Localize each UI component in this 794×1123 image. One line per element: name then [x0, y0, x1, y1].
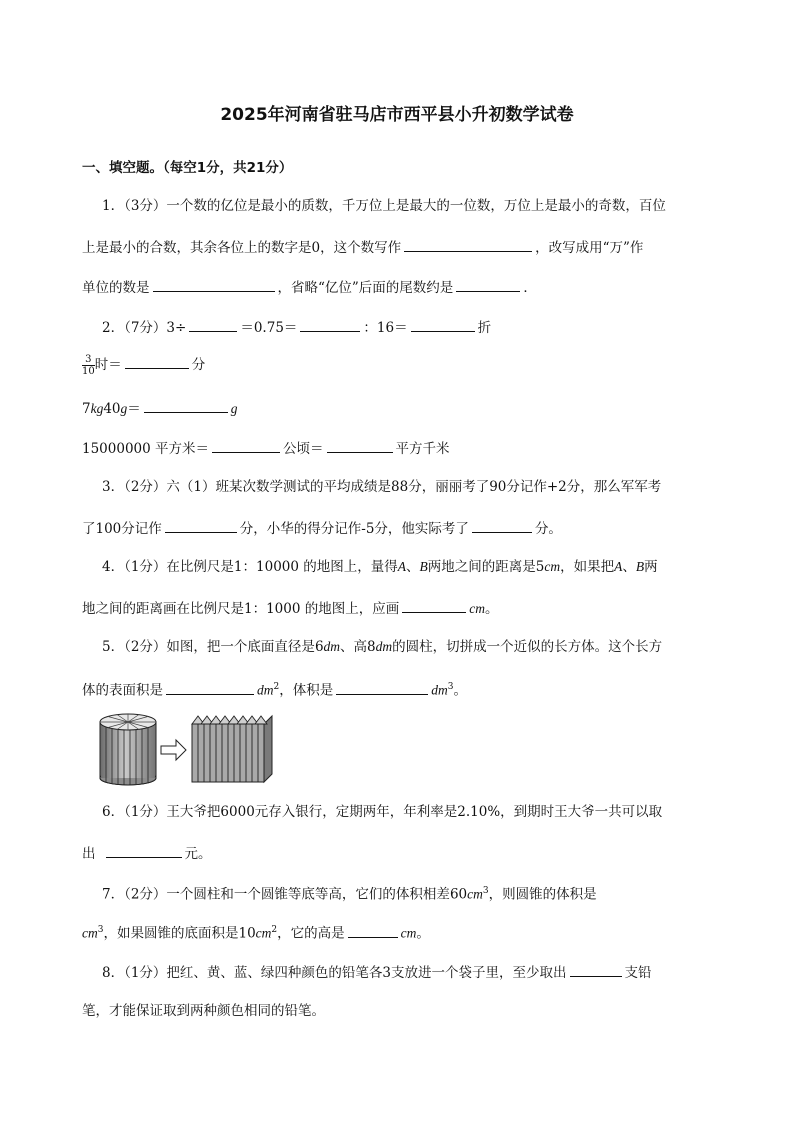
q7-text: ，如果圆锥的底面积是 — [103, 925, 239, 942]
q5-text: 5．（2分）如图，把一个底面直径是 — [102, 639, 315, 655]
q3-text: 了100分记作 — [82, 521, 162, 537]
unit: cm — [82, 925, 98, 941]
answer-blank[interactable] — [166, 680, 254, 695]
unit: g — [230, 401, 238, 416]
answer-blank[interactable] — [402, 598, 466, 613]
q4-text: 、 — [406, 559, 420, 575]
unit: dm — [323, 639, 341, 654]
unit: dm — [431, 682, 448, 698]
q8-text: 8．（1分）把红、黄、蓝、绿四种颜色的铅笔各3支放进一个袋子里，至少取出 — [102, 965, 567, 981]
q4-text: 两 — [644, 559, 658, 575]
q7-text: 60 — [449, 886, 468, 903]
q4-text: ，如果把 — [560, 559, 615, 575]
q2-text: 7 — [82, 401, 91, 417]
point-label: A — [614, 559, 623, 574]
fraction-numerator: 3 — [82, 354, 95, 366]
q1-line3 — [82, 277, 537, 297]
q4-text: 4．（1分）在比例尺是1：10000 的地图上，量得 — [102, 559, 398, 575]
q4-line2 — [82, 598, 499, 618]
answer-blank[interactable] — [404, 237, 532, 252]
answer-blank[interactable] — [336, 680, 428, 695]
q8-text: 支铅 — [624, 965, 652, 981]
page-title: 2025年河南省驻马店市西平县小升初数学试卷 — [220, 105, 574, 125]
q5-text: 6 — [314, 639, 324, 655]
section-heading: 一、填空题。（每空1分，共21分） — [82, 160, 293, 176]
q2-line1 — [102, 317, 491, 337]
arrow-right-icon — [161, 740, 186, 760]
superscript: 3 — [482, 886, 489, 896]
q4-text: 。 — [485, 601, 499, 617]
answer-blank[interactable] — [153, 277, 275, 292]
q2-text: 时＝ — [94, 357, 122, 373]
q1-text: 上是最小的合数，其余各位上的数字是0，这个数写作 — [82, 240, 402, 256]
q2-text: 平方千米 — [395, 441, 450, 457]
q5-text: 。 — [453, 682, 467, 699]
q3-text: 分。 — [534, 521, 562, 537]
answer-blank[interactable] — [472, 518, 532, 533]
q4-text: 地之间的距离画在比例尺是1：1000 的地图上，应画 — [82, 601, 400, 617]
answer-blank[interactable] — [165, 518, 237, 533]
unit: kg — [90, 401, 104, 416]
q6-line2 — [82, 843, 212, 863]
unit: cm — [400, 925, 417, 941]
q3-line1: 3．（2分）六（1）班某次数学测试的平均成绩是88分，丽丽考了90分记作+2分，那么军军考 — [102, 479, 662, 495]
unit: dm — [375, 639, 393, 654]
cylinder — [100, 714, 156, 785]
q8-line1 — [102, 962, 652, 982]
q2-text: ：16＝ — [363, 320, 408, 336]
fraction-denominator: 10 — [82, 366, 95, 377]
answer-blank[interactable] — [106, 843, 182, 858]
cylinder-to-cuboid-figure — [98, 708, 278, 786]
unit: g — [120, 401, 128, 416]
unit: cm — [469, 601, 485, 616]
q5-text: ，体积是 — [279, 682, 334, 699]
q6-line1: 6．（1分）王大爷把6000元存入银行，定期两年，年利率是2.10%，到期时王大爷一共可以取 — [102, 804, 663, 820]
superscript: 2 — [273, 682, 280, 692]
q5-text: 、高 — [340, 639, 368, 655]
answer-blank[interactable] — [144, 398, 228, 413]
q4-line1 — [102, 558, 658, 576]
q5-text: 的圆柱，切拼成一个近似的长方体。这个长方 — [392, 639, 663, 655]
q2-text: 折 — [477, 320, 492, 336]
q5-text: 8 — [367, 639, 376, 655]
answer-blank[interactable] — [327, 438, 393, 453]
superscript: 3 — [97, 925, 104, 935]
q7-text: ，它的高是 — [277, 925, 345, 942]
answer-blank[interactable] — [411, 317, 475, 332]
q2-text: 40 — [103, 401, 121, 417]
q4-text: 两地之间的距离是 — [427, 559, 536, 575]
q2-text: 公顷＝ — [283, 441, 324, 457]
q7-text: 10 — [238, 925, 256, 942]
q1-text: ． — [523, 280, 537, 296]
answer-blank[interactable] — [456, 277, 520, 292]
point-label: B — [419, 559, 428, 574]
unit: cm — [544, 559, 561, 574]
q5-line2 — [82, 678, 467, 700]
q2-line3 — [82, 398, 238, 418]
unit: cm — [467, 886, 483, 902]
q4-text: 、 — [622, 559, 636, 575]
q7-line1 — [102, 882, 597, 904]
answer-blank[interactable] — [189, 317, 237, 332]
unit: dm — [257, 682, 274, 698]
q6-text: 元。 — [184, 846, 212, 862]
q1-text: 单位的数是 — [82, 280, 150, 296]
q7-line2 — [82, 921, 430, 943]
answer-blank[interactable] — [570, 962, 622, 977]
q2-text: ＝0.75＝ — [240, 320, 298, 336]
superscript: 3 — [447, 682, 454, 692]
q1-text: ，省略“亿位”后面的尾数约是 — [277, 280, 454, 296]
q5-text: 体的表面积是 — [82, 682, 163, 699]
q2-text: 2．（7分）3÷ — [102, 320, 187, 336]
answer-blank[interactable] — [348, 923, 398, 938]
q6-text: 出 — [82, 846, 96, 862]
q1-line2 — [82, 237, 643, 257]
q5-line1 — [102, 638, 662, 656]
q2-text: 分 — [191, 357, 206, 373]
q8-line2: 笔，才能保证取到两种颜色相同的铅笔。 — [82, 1003, 325, 1019]
unit: cm — [255, 925, 272, 941]
q7-text: 。 — [416, 925, 430, 942]
q2-text: 15000000 平方米＝ — [82, 441, 210, 457]
answer-blank[interactable] — [300, 317, 360, 332]
q4-text: 5 — [535, 559, 545, 575]
superscript: 2 — [271, 925, 278, 935]
q2-line4 — [82, 438, 450, 458]
q7-text: ，则圆锥的体积是 — [488, 886, 597, 903]
q3-line2 — [82, 518, 562, 538]
point-label: A — [397, 559, 407, 574]
q2-text: ＝ — [127, 401, 141, 417]
q1-text: ，改写成用“万”作 — [535, 240, 644, 256]
q7-text: 7．（2分）一个圆柱和一个圆锥等底等高，它们的体积相差 — [102, 886, 450, 903]
answer-blank[interactable] — [125, 354, 189, 369]
cuboid — [192, 716, 272, 782]
fraction — [82, 354, 95, 377]
q1-line1: 1．（3分）一个数的亿位是最小的质数，千万位上是最大的一位数，万位上是最小的奇数，百位 — [102, 198, 666, 214]
q3-text: 分，小华的得分记作-5分，他实际考了 — [239, 521, 469, 537]
point-label: B — [635, 559, 645, 574]
answer-blank[interactable] — [212, 438, 280, 453]
q2-line2 — [82, 354, 205, 377]
